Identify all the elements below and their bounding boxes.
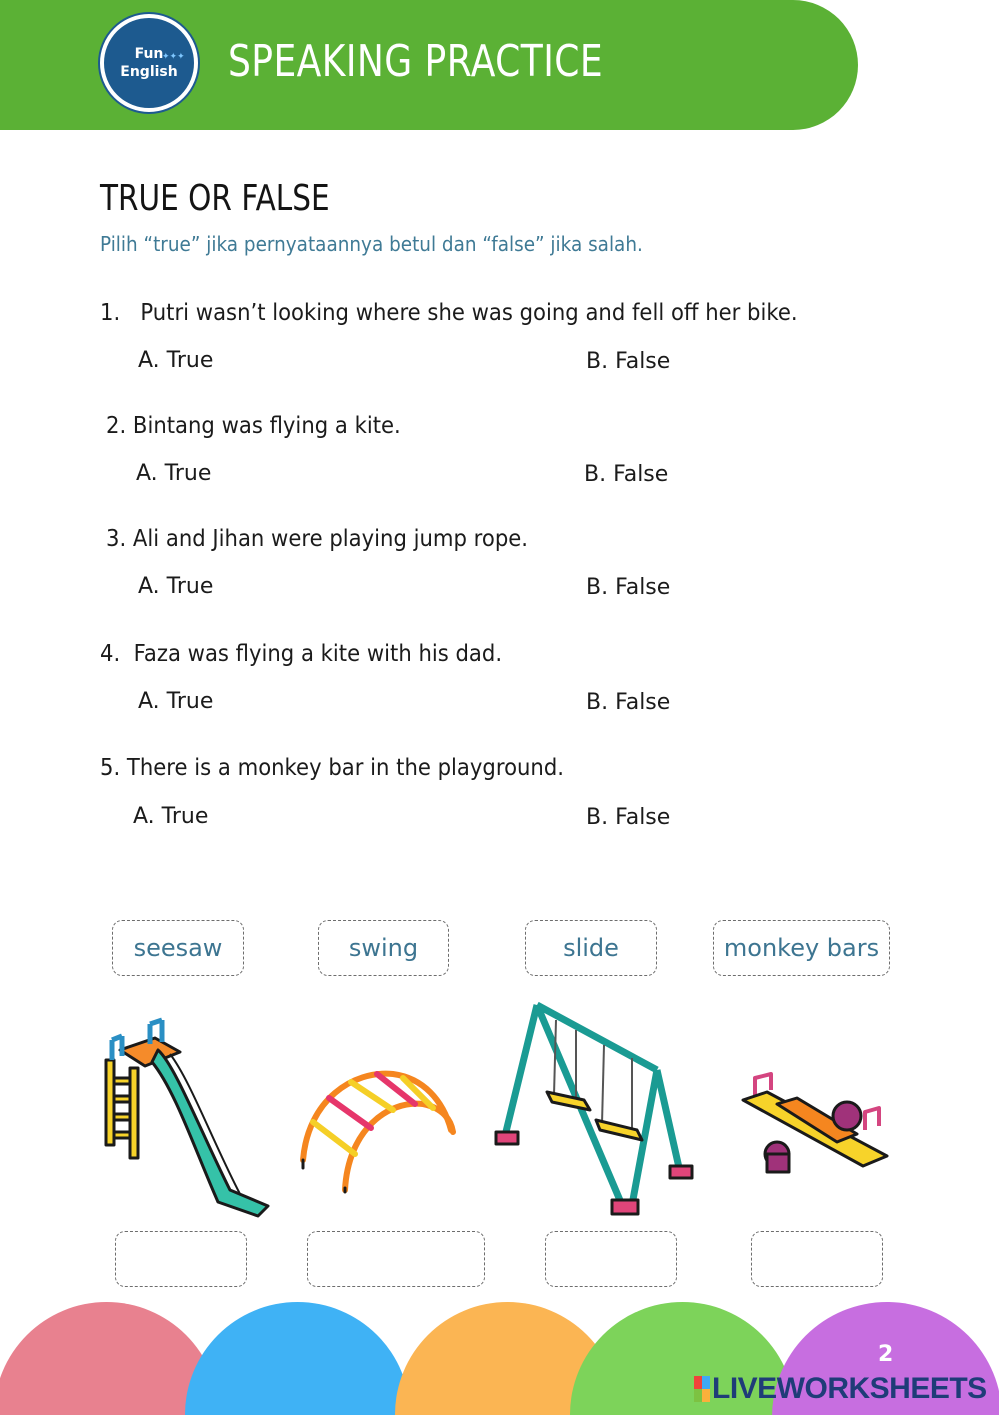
word-slide[interactable]: slide: [525, 920, 657, 976]
slide-illustration: [100, 1010, 275, 1222]
question-text: Ali and Jihan were playing jump rope.: [132, 526, 529, 552]
question-number: 4.: [100, 641, 121, 667]
question-number: 1.: [100, 300, 121, 326]
question-5-option-b[interactable]: B. False: [586, 805, 671, 830]
question-text: Bintang was flying a kite.: [132, 413, 401, 439]
question-4-option-a[interactable]: A. True: [138, 689, 214, 714]
seesaw-illustration: [737, 1070, 897, 1180]
question-4: [100, 641, 502, 667]
page-title: SPEAKING PRACTICE: [228, 36, 604, 87]
page-number: 2: [878, 1342, 894, 1367]
question-2: [106, 413, 401, 439]
liveworksheets-wordmark: LIVEWORKSHEETS: [712, 1372, 987, 1405]
question-1-option-b[interactable]: B. False: [586, 349, 671, 374]
question-text: There is a monkey bar in the playground.: [126, 755, 565, 781]
swing-illustration: [492, 1000, 702, 1222]
word-seesaw[interactable]: seesaw: [112, 920, 244, 976]
question-2-option-a[interactable]: A. True: [136, 461, 212, 486]
decor-circle-blue: [185, 1302, 410, 1415]
answer-box-4[interactable]: [751, 1231, 883, 1287]
question-2-option-b[interactable]: B. False: [584, 462, 669, 487]
word-swing[interactable]: swing: [318, 920, 449, 976]
monkey-bars-illustration: [293, 1060, 458, 1195]
question-3-option-a[interactable]: A. True: [138, 574, 214, 599]
logo-line-1: Fun: [134, 46, 164, 62]
question-text: Faza was flying a kite with his dad.: [133, 641, 503, 667]
liveworksheets-logo: [694, 1372, 987, 1406]
answer-box-3[interactable]: [545, 1231, 677, 1287]
question-text: Putri wasn’t looking where she was going and fell off her bike.: [140, 300, 798, 326]
liveworksheets-mark-icon: [694, 1376, 710, 1402]
stars-icon: ✦✦✦: [162, 52, 185, 62]
logo-line-2: English: [120, 64, 178, 80]
question-4-option-b[interactable]: B. False: [586, 690, 671, 715]
instruction-text: Pilih “true” jika pernyataannya betul dan “false” jika salah.: [100, 232, 643, 256]
question-1: [100, 300, 798, 326]
question-number: 3.: [106, 526, 127, 552]
question-3-option-b[interactable]: B. False: [586, 575, 671, 600]
question-3: [106, 526, 528, 552]
question-1-option-a[interactable]: A. True: [138, 348, 214, 373]
section-title: TRUE OR FALSE: [100, 178, 330, 219]
question-5-option-a[interactable]: A. True: [133, 804, 209, 829]
question-number: 2.: [106, 413, 127, 439]
question-number: 5.: [100, 755, 121, 781]
fun-english-logo: [100, 14, 198, 112]
answer-box-2[interactable]: [307, 1231, 485, 1287]
answer-box-1[interactable]: [115, 1231, 247, 1287]
question-5: [100, 755, 564, 781]
word-monkey-bars[interactable]: monkey bars: [713, 920, 890, 976]
